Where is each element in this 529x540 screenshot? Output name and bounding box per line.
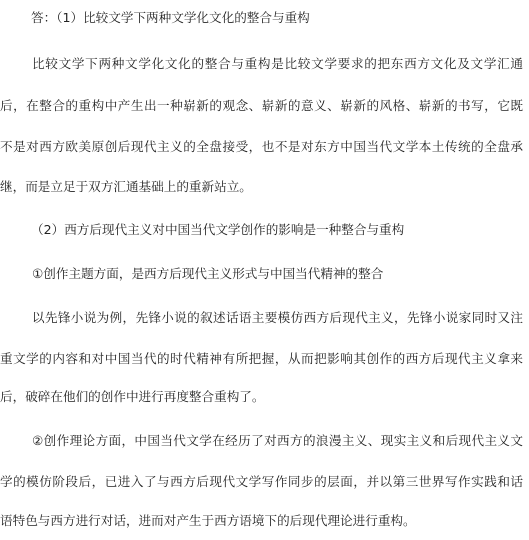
- subsection-1-heading: ①创作主题方面，是西方后现代主义形式与中国当代精神的整合: [32, 266, 384, 281]
- paragraph-1-line-2: 后，在整合的重构中产生出一种崭新的观念、崭新的意义、崭新的风格、崭新的书写，它既: [0, 98, 523, 113]
- paragraph-3-line-1: 以先锋小说为例，先锋小说的叙述话语主要模仿西方后现代主义，先锋小说家同时又注: [32, 310, 523, 325]
- paragraph-4-line-2: 学的模仿阶段后，已进入了与西方后现代文学写作同步的层面，并以第三世界写作实践和话: [0, 474, 523, 489]
- paragraph-4-line-1: ②创作理论方面，中国当代文学在经历了对西方的浪漫主义、现实主义和后现代主义文: [32, 433, 523, 448]
- paragraph-1-line-1: 比较文学下两种文学化文化的整合与重构是比较文学要求的把东西方文化及文学汇通: [32, 56, 523, 71]
- paragraph-1-line-3: 不是对西方欧美原创后现代主义的全盘接受，也不是对东方中国当代文学本土传统的全盘承: [0, 139, 523, 154]
- answer-heading: 答：（1）比较文学下两种文学化文化的整合与重构: [31, 10, 310, 25]
- paragraph-1-line-4: 继，而是立足于双方汇通基础上的重新站立。: [0, 179, 252, 194]
- paragraph-3-line-3: 后，破碎在他们的创作中进行再度整合重构了。: [0, 389, 265, 404]
- paragraph-3-line-2: 重文学的内容和对中国当代的时代精神有所把握，从而把影响其创作的西方后现代主义拿来: [0, 351, 523, 366]
- paragraph-4-line-3: 语特色与西方进行对话，进而对产生于西方语境下的后现代理论进行重构。: [0, 513, 416, 528]
- section-2-heading: （2）西方后现代主义对中国当代文学创作的影响是一种整合与重构: [31, 222, 405, 237]
